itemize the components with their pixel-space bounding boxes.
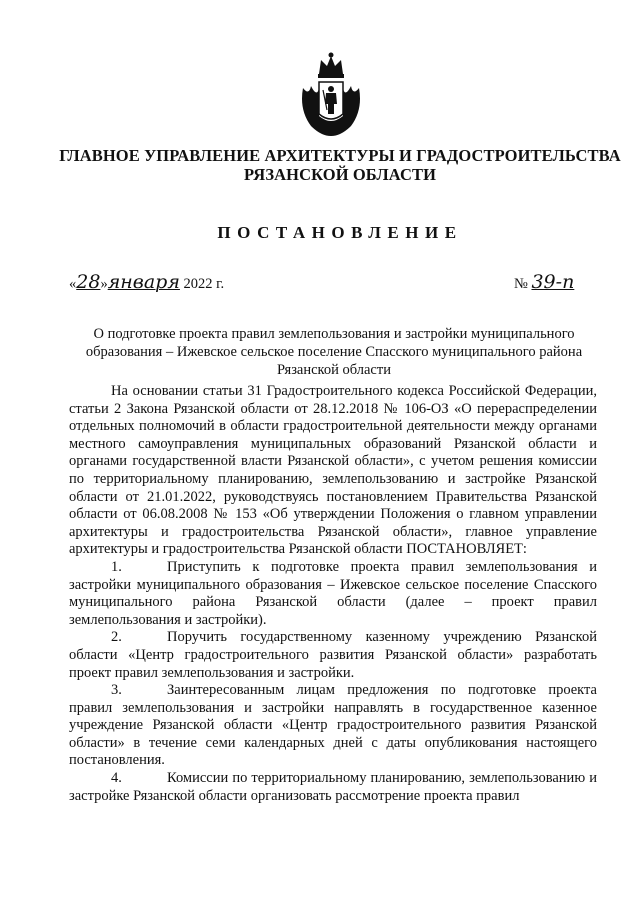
number-value: 39-п (531, 271, 575, 293)
subject-line-1: О подготовке проекта правил землепользования и застройки муниципального (93, 326, 575, 342)
item-number: 3. (111, 682, 122, 699)
document-date (69, 271, 224, 293)
item-text: Приступить к подготовке проекта правил землепользования и застройки муниципального образования – Ижевское сельское поселение Спасского муниципального района Рязанской области (далее – проект правил землепользования и застройки). (69, 558, 597, 628)
number-prefix: № (514, 276, 528, 292)
date-close-quote: » (100, 276, 108, 292)
item-text: Поручить государственному казенному учреждению Рязанской области «Центр градостроительного развития Рязанской области» разработать проект правил землепользования и застройки. (69, 629, 597, 681)
subject-line-2: образования – Ижевское сельское поселение Спасского муниципального района (85, 344, 583, 360)
list-item (69, 629, 597, 682)
date-month: января (107, 271, 180, 293)
coat-of-arms-icon (297, 52, 365, 138)
document-body (69, 383, 597, 805)
document-number (514, 271, 574, 293)
item-text: Заинтересованным лицам предложения по подготовке проекта правил землепользования и застройки направлять в государственное казенное учреждение Рязанской области «Центр градостроительного развития Рязанской области» в течение семи календарных дней с даты опубликования настоящего постановления. (69, 682, 597, 769)
item-number: 1. (111, 558, 122, 575)
item-number: 2. (111, 629, 122, 646)
date-day: 28 (76, 271, 101, 293)
list-item (69, 559, 597, 629)
org-line-1: ГЛАВНОЕ УПРАВЛЕНИЕ АРХИТЕКТУРЫ И ГРАДОСТРОИТЕЛЬСТВА (59, 146, 621, 165)
list-item (69, 770, 597, 805)
document-subject (70, 325, 598, 379)
subject-line-3: Рязанской области (277, 362, 391, 378)
document-type-title: ПОСТАНОВЛЕНИЕ (217, 223, 463, 242)
preamble-paragraph: На основании статьи 31 Градостроительного кодекса Российской Федерации, статьи 2 Закона Рязанской области от 28.12.2018 № 106-ОЗ «О перераспределении отдельных полномочий в области градостроительной деятельности между органами местного самоуправления муниципальных образований Рязанской области и органами государственной власти Рязанской области», с учетом решения комиссии по территориальному планированию, землепользованию и застройке Рязанской области от 21.01.2022, руководствуясь постановлением Правительства Рязанской области от 06.08.2008 № 153 «Об утверждении Положения о главном управлении архитектуры и градостроительства Рязанской области», главное управление архитектуры и градостроительства Рязанской области ПОСТАНОВЛЯЕТ: (69, 383, 597, 558)
item-text: Комиссии по территориальному планированию, землепользованию и застройке Рязанской области организовать рассмотрение проекта правил (69, 770, 597, 804)
date-year: 2022 г. (183, 276, 225, 292)
item-number: 4. (111, 770, 122, 787)
list-item (69, 682, 597, 770)
date-open-quote: « (69, 276, 77, 292)
org-line-2: РЯЗАНСКОЙ ОБЛАСТИ (243, 165, 437, 184)
issuing-authority (40, 146, 640, 184)
